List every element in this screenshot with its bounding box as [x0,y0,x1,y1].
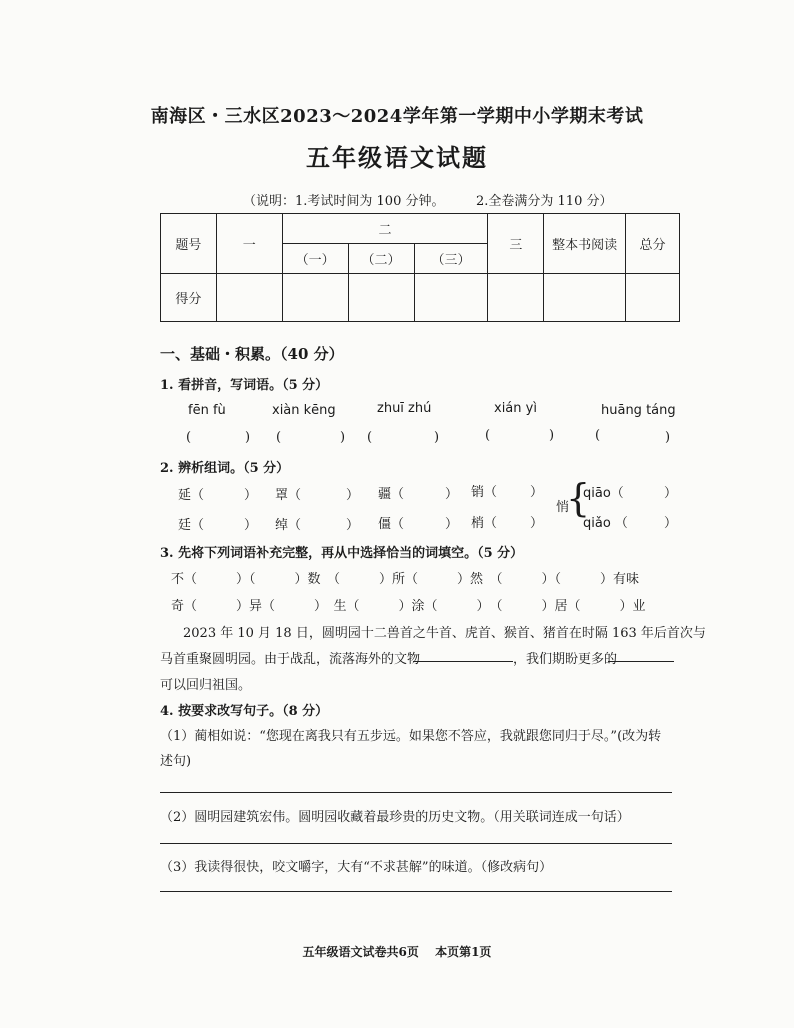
col-part-2: 二 [282,214,488,244]
answer-line-1[interactable] [160,792,672,793]
score-cell[interactable] [282,274,348,322]
col-part-2-sub-3: （三） [414,244,488,274]
q2-char: ） [244,488,258,503]
q3-paragraph-line-3: 可以回归祖国。 [160,678,252,693]
q4-sentence-3: （3）我读得很快，咬文嚼字，大有“不求甚解”的味道。（修改病句） [160,860,553,875]
answer-blank[interactable]: ) [340,430,346,445]
answer-blank[interactable]: ( [276,430,282,445]
q2-char: ） [530,485,544,500]
row-label-score: 得分 [161,274,217,322]
q3-paragraph-line-2b: ，我们期盼更多的 [513,652,618,667]
q2-char: 销（ [471,485,498,500]
q2-char: 廷（ [178,518,205,533]
answer-blank[interactable]: ) [665,430,671,445]
score-cell[interactable] [626,274,680,322]
page-footer: 五年级语文试卷共6页 本页第1页 [302,945,492,959]
pinyin-3: zhuī zhú [377,401,432,416]
col-part-3: 三 [488,214,544,274]
brace-icon: { [566,476,591,520]
col-total: 总分 [626,214,680,274]
answer-blank[interactable]: ） [664,516,678,531]
answer-line-2[interactable] [160,843,672,844]
q4-title: 4. 按要求改写句子。（8 分） [160,704,329,719]
answer-blank[interactable]: ） [664,486,678,501]
pinyin-1: fēn fù [188,403,226,418]
q2-char: 疆（ [378,487,405,502]
answer-blank[interactable]: ( [595,428,601,443]
q3-idioms-row-1[interactable]: 不（ ）（ ）数 （ ）所（ ）然 （ ）（ ）有味 [171,572,640,587]
section-1-title: 一、基础・积累。（40 分） [160,345,344,363]
score-cell[interactable] [216,274,282,322]
q4-sentence-2: （2）圆明园建筑宏伟。圆明园收藏着最珍贵的历史文物。（用关联词连成一句话） [160,810,630,825]
exam-note-time: （说明：1.考试时间为 100 分钟。 [243,194,445,209]
q2-char: ） [346,518,360,533]
answer-blank[interactable]: ( [367,430,373,445]
q4-sentence-1: （1）蔺相如说：“您现在离我只有五步远。如果您不答应，我就跟您同归于尽。”(改为转 [160,729,662,744]
col-part-2-sub-2: （二） [348,244,414,274]
answer-blank[interactable]: ( [485,428,491,443]
row-label-question-no: 题号 [161,214,217,274]
q2-char: 僵（ [378,517,405,532]
exam-subtitle: 五年级语文试题 [306,143,488,172]
answer-blank[interactable]: ) [434,430,440,445]
score-cell[interactable] [544,274,626,322]
fill-blank-2[interactable] [608,661,674,662]
q2-char: ） [445,517,459,532]
q3-idioms-row-2[interactable]: 奇（ ）异（ ） 生（ ）涂（ ） （ ）居（ ）业 [171,599,646,614]
polyphone-reading-2: qiǎo （ [583,516,628,531]
q1-title: 1. 看拼音，写词语。（5 分） [160,378,329,393]
pinyin-5: huāng táng [601,403,676,418]
fill-blank-1[interactable] [413,661,513,662]
q2-char: ） [445,487,459,502]
q3-title: 3. 先将下列词语补充完整，再从中选择恰当的词填空。（5 分） [160,546,524,561]
q3-paragraph-line-2a: 马首重聚圆明园。由于战乱，流落海外的文物 [160,652,421,667]
q3-paragraph-line-1: 2023 年 10 月 18 日，圆明园十二兽首之牛首、虎首、猴首、猪首在时隔 163 年后首次与 [183,626,706,641]
col-part-1: 一 [216,214,282,274]
answer-line-3[interactable] [160,891,672,892]
col-book-reading: 整本书阅读 [544,214,626,274]
q2-char: 延（ [178,488,205,503]
q4-sentence-1-cont: 述句) [160,754,192,769]
q2-char: 梢（ [471,516,498,531]
q2-char: ） [346,488,360,503]
pinyin-4: xián yì [494,401,537,416]
pinyin-2: xiàn kēng [272,403,336,418]
exam-note-score: 2.全卷满分为 110 分） [476,194,613,209]
q2-char: ） [244,518,258,533]
q2-char: 绰（ [275,518,302,533]
q2-title: 2. 辨析组词。（5 分） [160,461,290,476]
answer-blank[interactable]: ( [186,430,192,445]
col-part-2-sub-1: （一） [282,244,348,274]
polyphone-char: 悄 [556,500,570,515]
q2-char: ） [530,516,544,531]
polyphone-reading-1: qiāo（ [583,486,624,501]
q2-char: 罩（ [275,488,302,503]
score-table [160,213,680,322]
answer-blank[interactable]: ) [245,430,251,445]
score-cell[interactable] [414,274,488,322]
exam-title: 南海区・三水区2023～2024学年第一学期中小学期末考试 [150,106,644,127]
score-cell[interactable] [488,274,544,322]
score-cell[interactable] [348,274,414,322]
answer-blank[interactable]: ) [549,428,555,443]
